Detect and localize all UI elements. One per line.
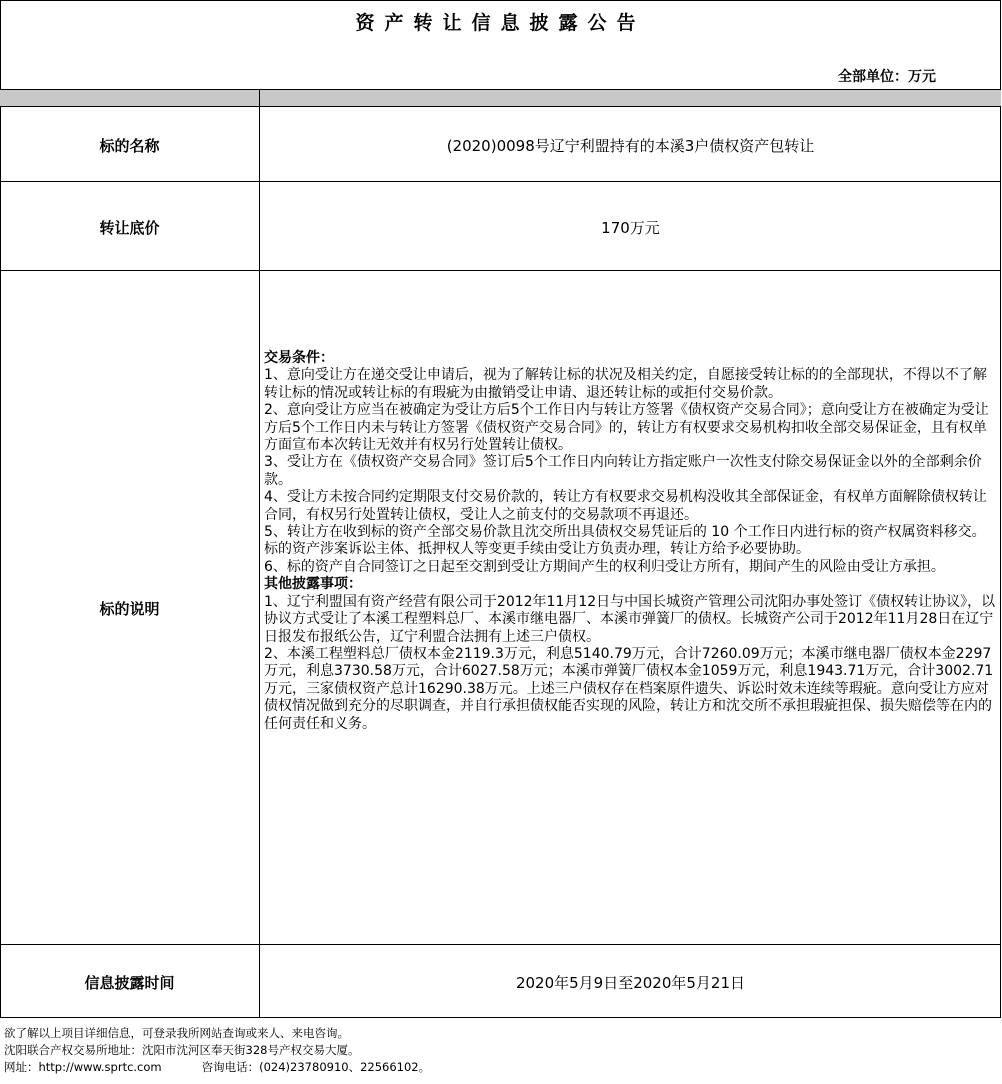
footer-contact: [4, 1059, 430, 1075]
table-header-bar: [0, 89, 1001, 107]
footer-address: 沈阳联合产权交易所地址：沈阳市沈河区奉天街328号产权交易大厦。: [4, 1043, 360, 1057]
reserve-price-value: 170万元: [601, 219, 660, 237]
asset-description-label: 标的说明: [99, 600, 160, 618]
page-title: 资产转让信息披露公告: [355, 12, 646, 34]
unit-label: 全部单位：万元: [838, 69, 936, 85]
reserve-price-label: 转让底价: [99, 219, 160, 237]
condition-item: 2、意向受让方应当在被确定为受让方后5个工作日内与转让方签署《债权资产交易合同》；意向受让方在被确定为受让方后5个工作日内未与转让方签署《债权资产交易合同》的，转让方有权要求交易机构扣收全部交易保证金，且有权单方面宣布本次转让无效并有权另行处置转让债权。: [264, 402, 989, 454]
disclosure-period-label: 信息披露时间: [84, 974, 175, 992]
footer-inquiry-note: 欲了解以上项目详细信息，可登录我所网站查询或来人、来电咨询。: [4, 1026, 349, 1040]
row-divider: [0, 944, 1001, 945]
condition-item: 5、转让方在收到标的资产全部交易价款且沈交所出具债权交易凭证后的 10 个工作日内进行标的资产权属资料移交。标的资产涉案诉讼主体、抵押权人等变更手续由受让方负责办理，转让方给予必要协助。: [264, 524, 986, 558]
other-disclosures-heading: 其他披露事项：: [264, 576, 362, 593]
footer-phone: 咨询电话：(024)23780910、22566102。: [201, 1060, 431, 1074]
disclosure-item: 2、本溪工程塑料总厂债权本金2119.3万元，利息5140.79万元，合计7260.09万元；本溪市继电器厂债权本金2297万元，利息3730.58万元，合计6027.58万元；本溪市弹簧厂债权本金1059万元，利息1943.71万元，合计3002.71万元，三家债权资产总计16290.38万元。上述三户债权存在档案原件遗失、诉讼时效未连续等瑕疵。意向受让方应对债权情况做到充分的尽职调查，并自行承担债权能否实现的风险，转让方和沈交所不承担瑕疵担保、损失赔偿等在内的任何责任和义务。: [264, 645, 994, 732]
row-divider: [0, 181, 1001, 182]
asset-description: [264, 350, 998, 733]
condition-item: 4、受让方未按合同约定期限支付交易价款的，转让方有权要求交易机构没收其全部保证金，有权单方面解除债权转让合同，有权另行处置转让债权，受让人之前支付的交易款项不再退还。: [264, 489, 987, 523]
asset-name-value: (2020)0098号辽宁利盟持有的本溪3户债权资产包转让: [446, 137, 815, 155]
conditions-heading: 交易条件：: [264, 350, 334, 366]
asset-name-label: 标的名称: [99, 137, 160, 155]
disclosure-item: 1、辽宁利盟国有资产经营有限公司于2012年11月12日与中国长城资产管理公司沈阳办事处签订《债权转让协议》，以协议方式受让了本溪工程塑料总厂、本溪市继电器厂、本溪市弹簧厂的债权。长城资产公司于2012年11月28日在辽宁日报发布报纸公告，辽宁利盟合法拥有上述三户债权。: [264, 593, 996, 645]
disclosure-period-value: 2020年5月9日至2020年5月21日: [515, 974, 746, 992]
footer-website-link[interactable]: 网址：http://www.sprtc.com: [4, 1060, 162, 1074]
condition-item: 3、受让方在《债权资产交易合同》签订后5个工作日内向转让方指定账户一次性支付除交易保证金以外的全部剩余价款。: [264, 454, 982, 488]
row-divider: [0, 270, 1001, 271]
condition-item: 1、意向受让方在递交受让申请后，视为了解转让标的状况及相关约定，自愿接受转让标的的全部现状，不得以不了解转让标的情况或转让标的有瑕疵为由撤销受让申请、退还转让标的或拒付交易价款。: [264, 367, 987, 401]
condition-item: 6、标的资产自合同签订之日起至交割到受让方期间产生的权利归受让方所有，期间产生的风险由受让方承担。: [264, 558, 945, 575]
